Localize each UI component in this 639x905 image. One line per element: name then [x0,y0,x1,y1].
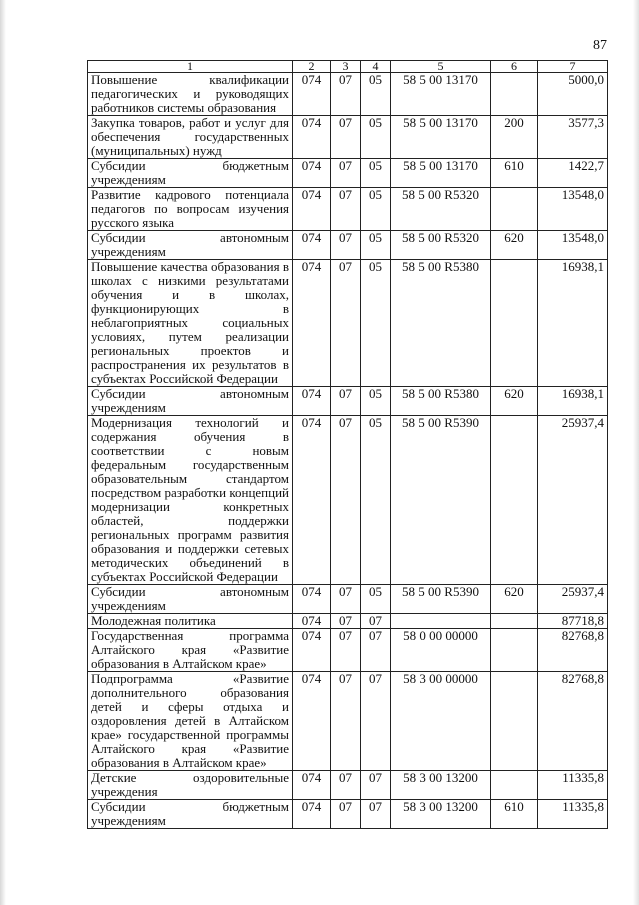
table-body [88,73,608,829]
admin-code-cell: 074 [293,387,331,416]
page-number: 87 [593,38,607,53]
amount-cell: 3577,3 [538,116,608,159]
item-name-cell: Закупка товаров, работ и услуг для обеспечения государственных (муниципальных) нужд [88,116,293,159]
admin-code-cell: 074 [293,629,331,672]
item-name-cell: Субсидии автономным учреждениям [88,387,293,416]
target-article-cell: 58 5 00 R5320 [391,231,491,260]
expense-type-cell: 620 [491,585,538,614]
admin-code-cell: 074 [293,73,331,116]
item-name-cell: Молодежная политика [88,614,293,629]
header-cell-7: 7 [538,61,608,73]
table-row [88,231,608,260]
header-cell-3: 3 [331,61,361,73]
item-name-cell: Развитие кадрового потенциала педагогов по вопросам изучения русского языка [88,188,293,231]
expense-type-cell [491,260,538,387]
expense-type-cell [491,416,538,585]
table-row [88,771,608,800]
expense-type-cell: 620 [491,231,538,260]
item-name-cell: Субсидии автономным учреждениям [88,231,293,260]
section-code-cell: 07 [331,260,361,387]
amount-cell: 25937,4 [538,585,608,614]
target-article-cell: 58 5 00 R5380 [391,260,491,387]
target-article-cell: 58 3 00 00000 [391,672,491,771]
header-cell-6: 6 [491,61,538,73]
amount-cell: 87718,8 [538,614,608,629]
budget-table [87,60,608,829]
expense-type-cell [491,73,538,116]
expense-type-cell: 610 [491,159,538,188]
table-row [88,73,608,116]
table-row [88,585,608,614]
subsection-code-cell: 07 [361,672,391,771]
admin-code-cell: 074 [293,260,331,387]
item-name-cell: Детские оздоровительные учреждения [88,771,293,800]
table-row [88,672,608,771]
subsection-code-cell: 05 [361,387,391,416]
table-row [88,416,608,585]
subsection-code-cell: 05 [361,116,391,159]
section-code-cell: 07 [331,771,361,800]
section-code-cell: 07 [331,387,361,416]
target-article-cell [391,614,491,629]
item-name-cell: Подпрограмма «Развитие дополнительного образования детей и сферы отдыха и оздоровления детей в Алтайском крае» государственной программы Алтайского края «Развитие образования в Алтайском крае» [88,672,293,771]
admin-code-cell: 074 [293,771,331,800]
item-name-cell: Субсидии бюджетным учреждениям [88,159,293,188]
expense-type-cell [491,188,538,231]
target-article-cell: 58 5 00 13170 [391,159,491,188]
subsection-code-cell: 07 [361,800,391,829]
section-code-cell: 07 [331,614,361,629]
amount-cell: 82768,8 [538,672,608,771]
amount-cell: 82768,8 [538,629,608,672]
subsection-code-cell: 05 [361,585,391,614]
amount-cell: 11335,8 [538,771,608,800]
admin-code-cell: 074 [293,614,331,629]
item-name-cell: Государственная программа Алтайского края «Развитие образования в Алтайском крае» [88,629,293,672]
header-cell-4: 4 [361,61,391,73]
expense-type-cell [491,614,538,629]
target-article-cell: 58 0 00 00000 [391,629,491,672]
subsection-code-cell: 07 [361,771,391,800]
target-article-cell: 58 5 00 13170 [391,73,491,116]
section-code-cell: 07 [331,672,361,771]
table-row [88,159,608,188]
amount-cell: 5000,0 [538,73,608,116]
item-name-cell: Субсидии бюджетным учреждениям [88,800,293,829]
subsection-code-cell: 07 [361,629,391,672]
expense-type-cell: 610 [491,800,538,829]
section-code-cell: 07 [331,629,361,672]
admin-code-cell: 074 [293,188,331,231]
amount-cell: 16938,1 [538,260,608,387]
table-row [88,614,608,629]
admin-code-cell: 074 [293,416,331,585]
header-cell-2: 2 [293,61,331,73]
section-code-cell: 07 [331,116,361,159]
section-code-cell: 07 [331,585,361,614]
table-row [88,629,608,672]
section-code-cell: 07 [331,159,361,188]
amount-cell: 11335,8 [538,800,608,829]
target-article-cell: 58 5 00 R5390 [391,585,491,614]
table-row [88,387,608,416]
table-row [88,800,608,829]
amount-cell: 13548,0 [538,231,608,260]
table-row [88,116,608,159]
subsection-code-cell: 05 [361,188,391,231]
section-code-cell: 07 [331,800,361,829]
amount-cell: 13548,0 [538,188,608,231]
scan-edge-right [633,0,639,905]
target-article-cell: 58 5 00 R5380 [391,387,491,416]
subsection-code-cell: 05 [361,416,391,585]
expense-type-cell [491,771,538,800]
header-cell-5: 5 [391,61,491,73]
amount-cell: 16938,1 [538,387,608,416]
section-code-cell: 07 [331,188,361,231]
section-code-cell: 07 [331,231,361,260]
subsection-code-cell: 07 [361,614,391,629]
item-name-cell: Повышение качества образования в школах с низкими результатами обучения и в школах, функционирующих в неблагоприятных социальных условиях, путем реализации региональных проектов и распространения их результатов в субъектах Российской Федерации [88,260,293,387]
amount-cell: 25937,4 [538,416,608,585]
admin-code-cell: 074 [293,672,331,771]
target-article-cell: 58 5 00 13170 [391,116,491,159]
table-row [88,260,608,387]
subsection-code-cell: 05 [361,73,391,116]
admin-code-cell: 074 [293,585,331,614]
expense-type-cell [491,629,538,672]
admin-code-cell: 074 [293,116,331,159]
expense-type-cell: 620 [491,387,538,416]
scan-edge-left [0,0,6,905]
item-name-cell: Субсидии автономным учреждениям [88,585,293,614]
expense-type-cell [491,672,538,771]
admin-code-cell: 074 [293,231,331,260]
header-cell-1: 1 [88,61,293,73]
item-name-cell: Повышение квалификации педагогических и руководящих работников системы образования [88,73,293,116]
item-name-cell: Модернизация технологий и содержания обучения в соответствии с новым федеральным государственным образовательным стандартом посредством разработки концепций модернизации конкретных областей, поддержки региональных программ развития образования и поддержки сетевых методических объединений в субъектах Российской Федерации [88,416,293,585]
target-article-cell: 58 3 00 13200 [391,771,491,800]
section-code-cell: 07 [331,416,361,585]
target-article-cell: 58 5 00 R5320 [391,188,491,231]
admin-code-cell: 074 [293,159,331,188]
admin-code-cell: 074 [293,800,331,829]
subsection-code-cell: 05 [361,159,391,188]
subsection-code-cell: 05 [361,260,391,387]
section-code-cell: 07 [331,73,361,116]
target-article-cell: 58 3 00 13200 [391,800,491,829]
expense-type-cell: 200 [491,116,538,159]
table-row [88,188,608,231]
amount-cell: 1422,7 [538,159,608,188]
subsection-code-cell: 05 [361,231,391,260]
target-article-cell: 58 5 00 R5390 [391,416,491,585]
table-header-row [88,61,608,73]
